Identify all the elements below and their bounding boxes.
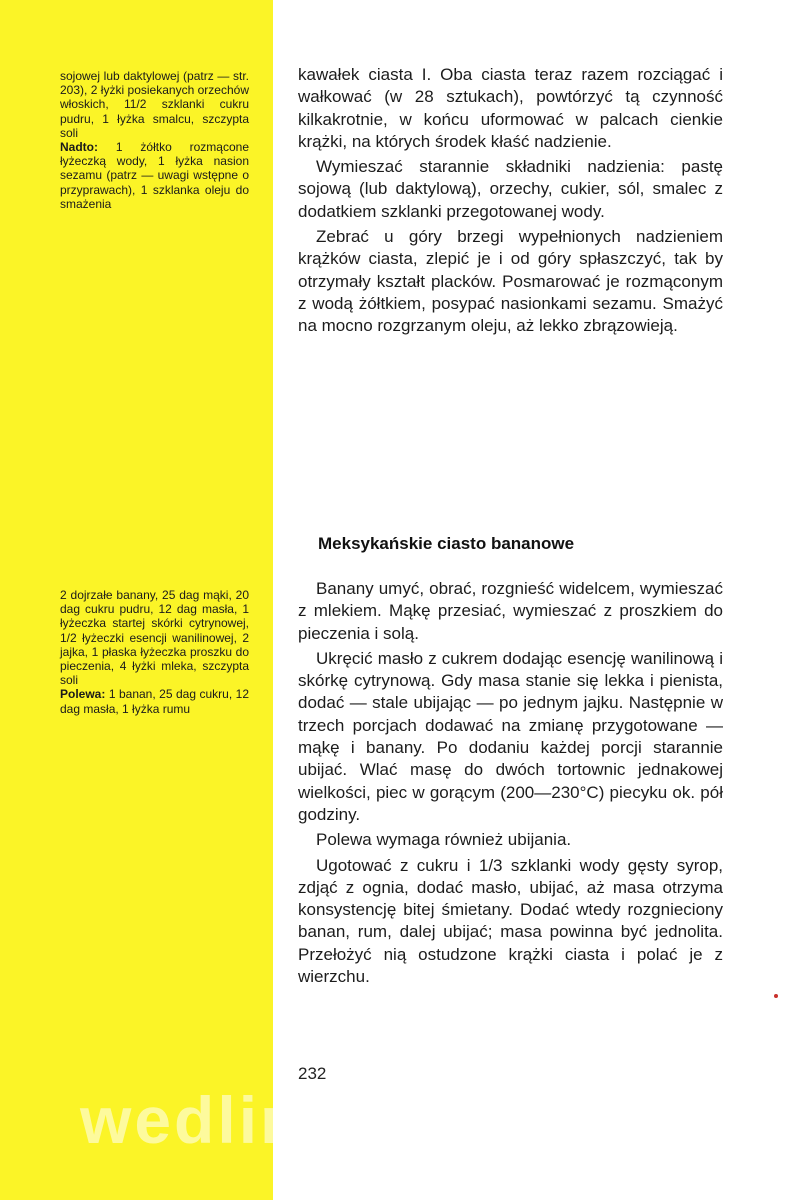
yellow-sidebar	[0, 0, 273, 1200]
paragraph: Banany umyć, obrać, rozgnieść widelcem, wymieszać z mlekiem. Mąkę przesiać, wymieszać z proszkiem do pieczenia i solą.	[298, 579, 723, 643]
ingredients-list-2	[60, 588, 249, 716]
paragraph: kawałek ciasta I. Oba ciasta teraz razem rozciągać i wałkować (w 28 sztukach), powtórzyć tą czynność kilkakrotnie, w końcu uformować w palcach cienkie krążki, na których środek kłaść nadzienie.	[298, 65, 723, 151]
glaze-text: 1 banan, 25 dag cukru, 12 dag masła, 1 łyżka rumu	[60, 687, 249, 716]
paragraph: Ugotować z cukru i 1/3 szklanki wody gęsty syrop, zdjąć z ognia, dodać masło, ubijać, aż masa otrzyma konsystencję bitej śmietany. Dodać wtedy rozgnieciony banan, rum, dalej ubijać; masa powinna być jednolita. Przełożyć nią ostudzone krążki ciasta i polać je z wierzchu.	[298, 855, 723, 987]
ingredients-2-intro: 2 dojrzałe banany, 25 dag mąki, 20 dag cukru pudru, 12 dag masła, 1 łyżeczka startej skórki cytrynowej, 1/2 łyżeczki esencji wanilinowej, 2 jajka, 1 płaska łyżeczka proszku do pieczenia, 4 łyżki mleka, szczypta soli	[60, 588, 249, 688]
extra-text: 1 żółtko rozmącone łyżeczką wody, 1 łyżka nasion sezamu (patrz — uwagi wstępne o przyprawach), 1 szklanka oleju do smażenia	[60, 140, 249, 211]
watermark: wedlinydomowe.pl	[80, 1083, 715, 1157]
paragraph: Zebrać u góry brzegi wypełnionych nadzieniem krążków ciasta, zlepić je i od góry spłaszczyć, tak by otrzymały kształt placków. Posmarować je rozmąconym z wodą żółtkiem, posypać nasionkami sezamu. Smażyć na mocno rozgrzanym oleju, aż lekko zbrązowieją.	[298, 227, 723, 336]
glaze-label: Polewa:	[60, 687, 106, 702]
instructions-block-1	[298, 64, 723, 341]
paragraph: Polewa wymaga również ubijania.	[316, 830, 572, 850]
recipe-title: Meksykańskie ciasto bananowe	[318, 534, 575, 553]
paragraph: Wymieszać starannie składniki nadzienia: pastę sojową (lub daktylową), orzechy, cukier, sól, smalec z dodatkiem szklanki przegotowanej wody.	[298, 157, 723, 221]
ink-spot	[774, 994, 778, 998]
ingredients-1-text	[60, 69, 249, 211]
paragraph: Ukręcić masło z cukrem dodając esencję wanilinową i skórkę cytrynową. Gdy masa stanie się lekka i pienista, dodać — stale ubijając — po jednym jajku. Następnie w trzech porcjach dodawać na zmianę przygotowane — mąkę i banany. Po dodaniu każdej porcji starannie ubijać. Wlać masę do dwóch tortownic jednakowej wielkości, piec w gorącym (200—230°C) piecyku ok. pół godziny.	[298, 648, 723, 824]
page-number: 232	[298, 1064, 327, 1083]
extra-label: Nadto:	[60, 140, 98, 155]
ingredients-1-intro: sojowej lub daktylowej (patrz — str. 203), 2 łyżki posiekanych orzechów włoskich, 11/2 szklanki cukru pudru, 1 łyżka smalcu, szczypta soli	[60, 69, 249, 140]
instructions-block-2	[298, 578, 723, 991]
ingredients-list-1	[60, 69, 249, 211]
ingredients-2-text	[60, 588, 249, 716]
